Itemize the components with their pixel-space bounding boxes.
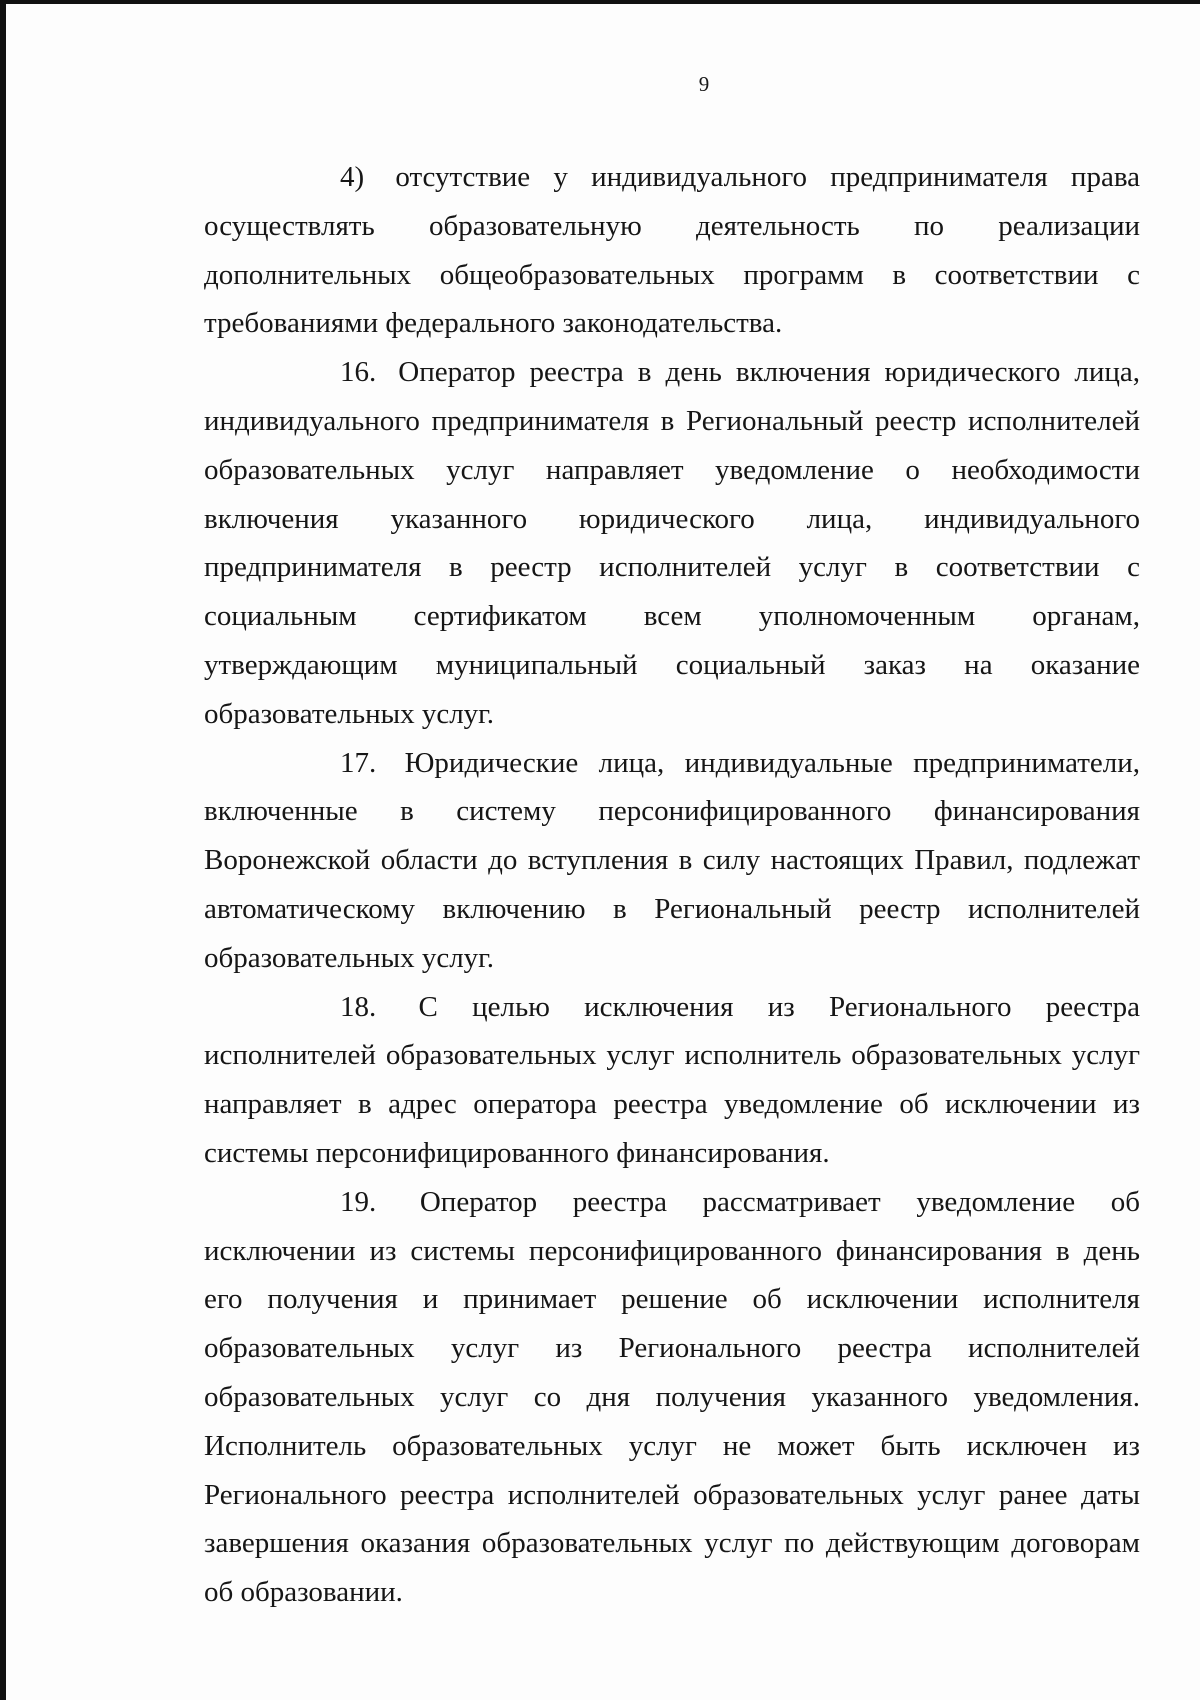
paragraph-17 (204, 739, 1140, 983)
paragraph-16 (204, 348, 1140, 738)
paragraph-text: Оператор реестра в день включения юридического лица, индивидуального предпринимателя в Региональный реестр исполнителей образовательных услуг направляет уведомление о необходимости включения указанного юридического лица, индивидуального предпринимателя в реестр исполнителей услуг в соответствии с социальным сертификатом всем уполномоченным органам, утверждающим муниципальный социальный заказ на оказание образовательных услуг. (204, 356, 1140, 730)
scan-border-top (0, 0, 1200, 4)
document-body (204, 153, 1140, 1617)
paragraph-number: 18. (340, 990, 377, 1023)
paragraph-number: 4) (340, 161, 365, 193)
paragraph-19 (204, 1178, 1140, 1617)
paragraph-number: 16. (340, 356, 377, 389)
paragraph-18 (204, 983, 1140, 1178)
paragraph-number: 19. (340, 1185, 377, 1218)
page-number: 9 (698, 72, 710, 96)
paragraph-text: Юридические лица, индивидуальные предприниматели, включенные в систему персонифицированного финансирования Воронежской области до вступления в силу настоящих Правил, подлежат автоматическому включению в Региональный реестр исполнителей образовательных услуг. (204, 746, 1141, 974)
paragraph-text: отсутствие у индивидуального предпринимателя права осуществлять образовательную деятельность по реализации дополнительных общеобразовательных программ в соответствии с требованиями федерального законодательства. (204, 161, 1141, 340)
paragraph-text: С целью исключения из Регионального реестра исполнителей образовательных услуг исполнитель образовательных услуг направляет в адрес оператора реестра уведомление об исключении из системы персонифицированного финансирования. (204, 990, 1140, 1169)
paragraph-number: 17. (340, 746, 377, 779)
paragraph-text: Оператор реестра рассматривает уведомление об исключении из системы персонифицированного финансирования в день его получения и принимает решение об исключении исполнителя образовательных услуг из Регионального реестра исполнителей образовательных услуг со дня получения указанного уведомления. Исполнитель образовательных услуг не может быть исключен из Регионального реестра исполнителей образовательных услуг ранее даты завершения оказания образовательных услуг по действующим договорам об образовании. (204, 1185, 1140, 1609)
paragraph-item-4 (204, 153, 1140, 348)
scan-border-left (0, 0, 6, 1700)
